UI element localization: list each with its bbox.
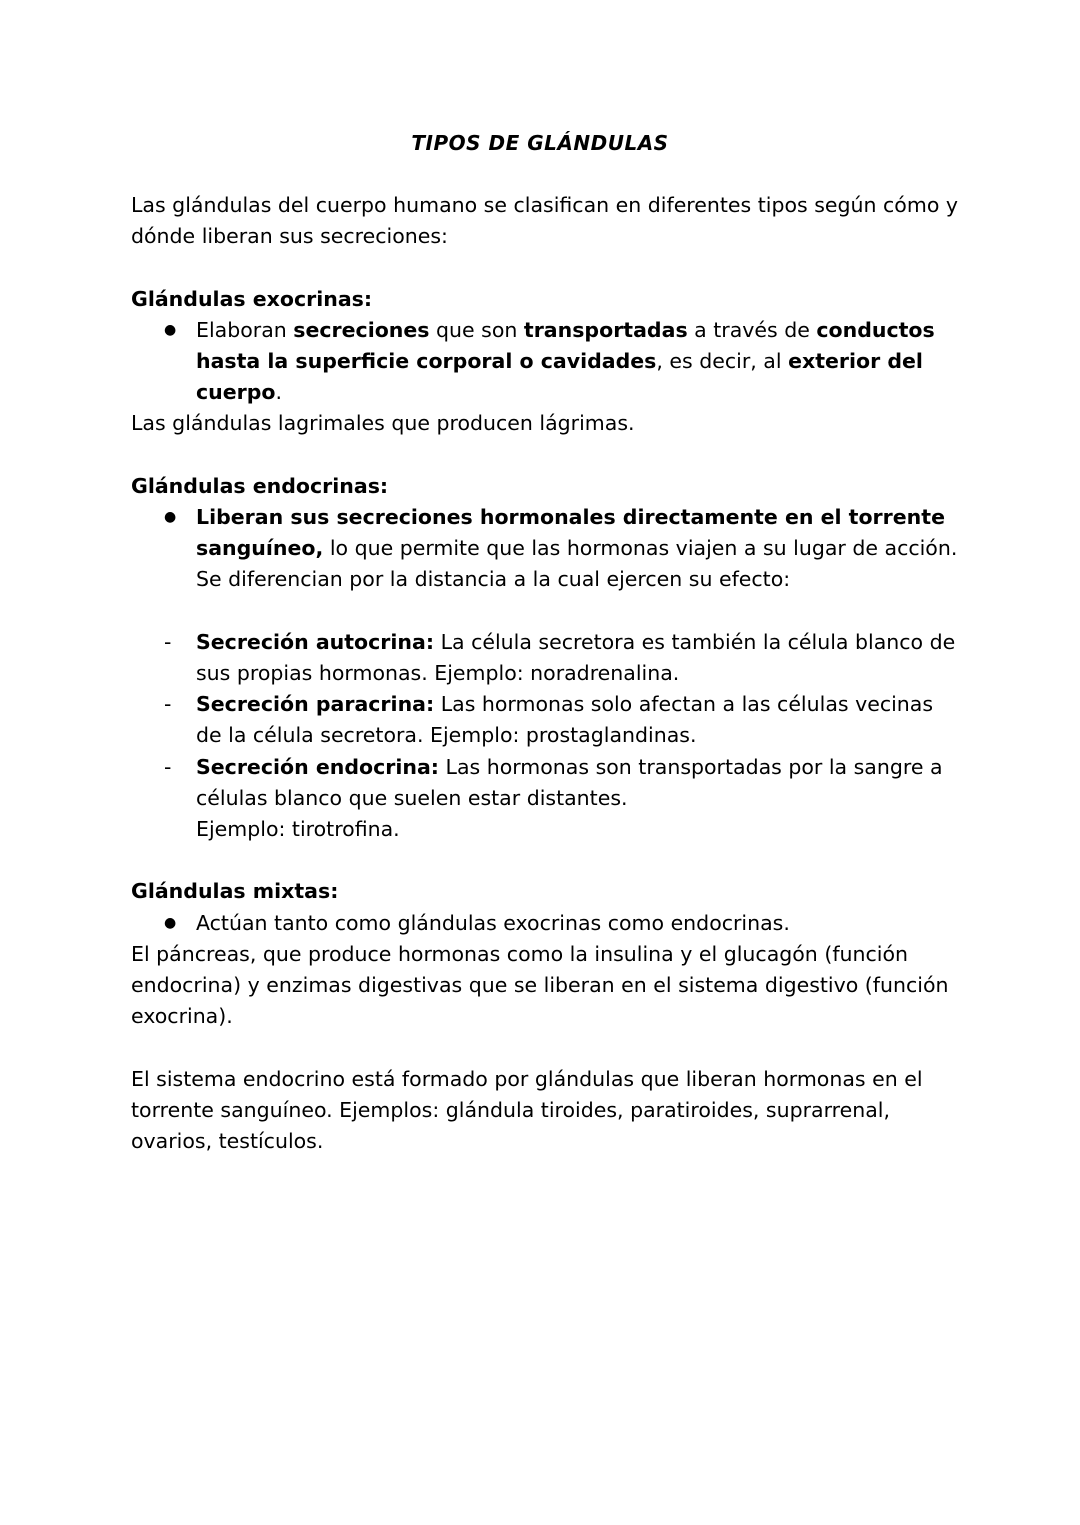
page-title: TIPOS DE GLÁNDULAS	[411, 131, 669, 155]
secretion-autocrina: - Secreción autocrina: La célula secretora es también la célula blanco de sus propias hormonas. Ejemplo: noradrenalina.	[131, 627, 961, 689]
intro-paragraph: Las glándulas del cuerpo humano se clasifican en diferentes tipos según cómo y dónde liberan sus secreciones:	[131, 193, 959, 249]
mixtas-bullet: ● Actúan tanto como glándulas exocrinas como endocrinas.	[131, 908, 961, 939]
endocrinas-heading: Glándulas endocrinas:	[131, 473, 389, 498]
endocrinas-bullet-list	[131, 502, 961, 596]
mixtas-example: El páncreas, que produce hormonas como la insulina y el glucagón (función endocrina) y enzimas digestivas que se liberan en el sistema digestivo (función exocrina).	[131, 941, 949, 1029]
secretion-paracrina: - Secreción paracrina: Las hormonas solo afectan a las células vecinas de la célula secretora. Ejemplo: prostaglandinas.	[131, 689, 961, 751]
closing-paragraph: El sistema endocrino está formado por glándulas que liberan hormonas en el torrente sanguíneo. Ejemplos: glándula tiroides, paratiroides, suprarrenal, ovarios, testículos.	[131, 1066, 923, 1154]
exocrinas-bullet-list	[131, 315, 961, 409]
exocrinas-example: Las glándulas lagrimales que producen lágrimas.	[131, 411, 635, 436]
secretion-types-list	[131, 627, 961, 845]
document-body	[131, 190, 961, 1157]
secretion-endocrina: - Secreción endocrina: Las hormonas son transportadas por la sangre a células blanco que suelen estar distantes. Ejemplo: tirotrofina.	[131, 752, 961, 846]
endocrinas-bullet: ● Liberan sus secreciones hormonales directamente en el torrente sanguíneo, lo que permite que las hormonas viajen a su lugar de acción. Se diferencian por la distancia a la cual ejercen su efecto:	[131, 502, 961, 596]
exocrinas-bullet: ● Elaboran secreciones que son transportadas a través de conductos hasta la superficie corporal o cavidades, es decir, al exterior del cuerpo.	[131, 315, 961, 409]
mixtas-heading: Glándulas mixtas:	[131, 879, 339, 904]
mixtas-bullet-list	[131, 908, 961, 939]
exocrinas-heading: Glándulas exocrinas:	[131, 286, 373, 311]
